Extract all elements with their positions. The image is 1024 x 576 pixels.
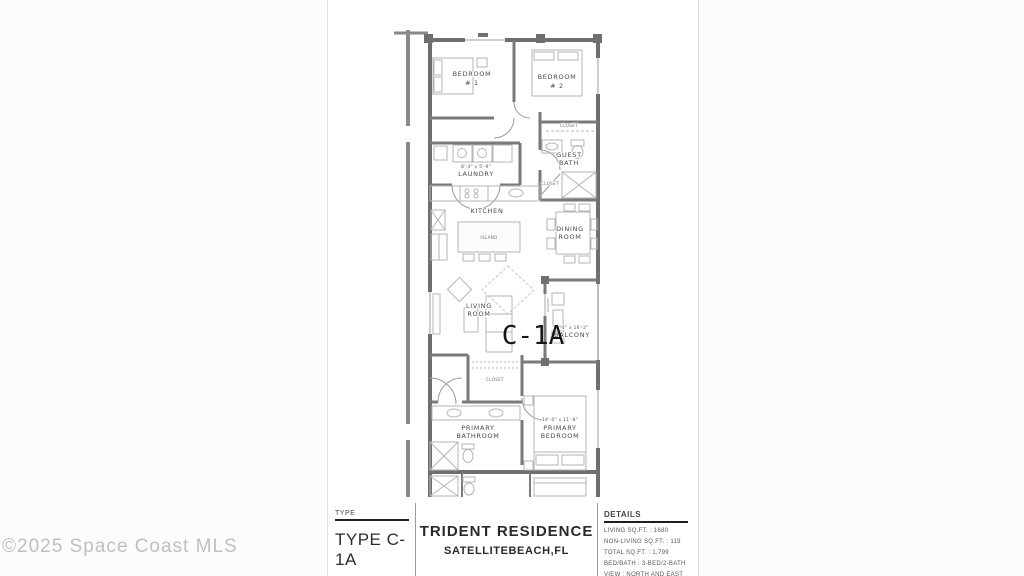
primary-bath-label-2: BATHROOM — [456, 432, 500, 440]
unit-type-label: C-1A — [501, 321, 565, 351]
bedroom-right-number: # 2 — [550, 82, 564, 90]
primary-bedroom-label-2: BEDROOM — [540, 432, 580, 440]
washer-dryer-icon — [434, 145, 512, 162]
hall-closet-label: CLOSET — [560, 123, 578, 128]
detail-nonliving-sqft: NON-LIVING SQ.FT. : 119 — [604, 539, 681, 545]
type-underline — [335, 519, 409, 521]
primary-bedroom-label-1: PRIMARY — [543, 424, 577, 432]
title-block-project-cell — [415, 503, 598, 576]
island-label: ISLAND — [480, 235, 498, 240]
pantry-icon — [431, 210, 445, 230]
primary-bedroom-dim: 14'-0" x 11'-8" — [541, 418, 579, 423]
guest-bath-label-2: BATH — [558, 159, 580, 167]
guest-closet-label: CLOSET — [541, 181, 559, 186]
neighbor-walls — [394, 30, 428, 497]
living-label-2: ROOM — [467, 310, 491, 318]
dining-label-1: DINING — [556, 225, 584, 233]
bedroom-right-label: BEDROOM — [537, 73, 577, 81]
project-name: TRIDENT RESIDENCE — [419, 523, 594, 540]
bedroom-left-number: # 1 — [465, 79, 479, 87]
type-value: TYPE C-1A — [335, 530, 406, 569]
mls-watermark: ©2025 Space Coast MLS — [2, 536, 238, 557]
primary-shower-icon — [430, 442, 458, 470]
title-block-details-cell — [598, 503, 698, 576]
primary-toilet-icon — [462, 444, 474, 463]
primary-bath-label-1: PRIMARY — [461, 424, 495, 432]
balcony-dim: 6'-4" x 16'-2" — [555, 326, 589, 331]
title-block — [327, 503, 698, 576]
type-label: TYPE — [335, 510, 356, 517]
project-location: SATELLITEBEACH,FL — [444, 545, 569, 557]
details-label: DETAILS — [604, 510, 642, 519]
walkin-closet-label: CLOSET — [486, 377, 504, 382]
guest-shower-icon — [562, 172, 596, 198]
kitchen-label: KITCHEN — [470, 207, 504, 215]
floor-plan — [327, 0, 698, 576]
detail-living-sqft: LIVING SQ.FT. : 1680 — [604, 528, 669, 534]
details-underline — [604, 521, 688, 523]
fridge-icon — [431, 234, 447, 260]
kitchen-counter-icon — [430, 186, 540, 201]
bedroom-left-label: BEDROOM — [452, 70, 492, 78]
walkin-closet-rods — [472, 362, 518, 368]
title-block-type-cell — [327, 503, 415, 576]
laundry-dim: 8'-4" x 5'-9" — [461, 165, 491, 170]
laundry-label: LAUNDRY — [458, 170, 494, 178]
vanity-icon — [432, 406, 520, 420]
guest-bath-label-1: GUEST — [556, 151, 582, 159]
living-label-1: LIVING — [465, 302, 493, 310]
balcony-slider — [545, 294, 548, 316]
detail-bed-bath: BED/BATH : 3-BED/2-BATH — [604, 561, 686, 567]
detail-total-sqft: TOTAL SQ.FT. : 1,799 — [604, 550, 669, 556]
detail-view: VIEW : NORTH AND EAST — [604, 572, 684, 576]
cutoff-fixtures-icon — [430, 476, 586, 496]
kitchen-island-icon — [458, 222, 520, 261]
dining-label-2: ROOM — [558, 233, 582, 241]
balcony-label: BALCONY — [554, 331, 590, 339]
